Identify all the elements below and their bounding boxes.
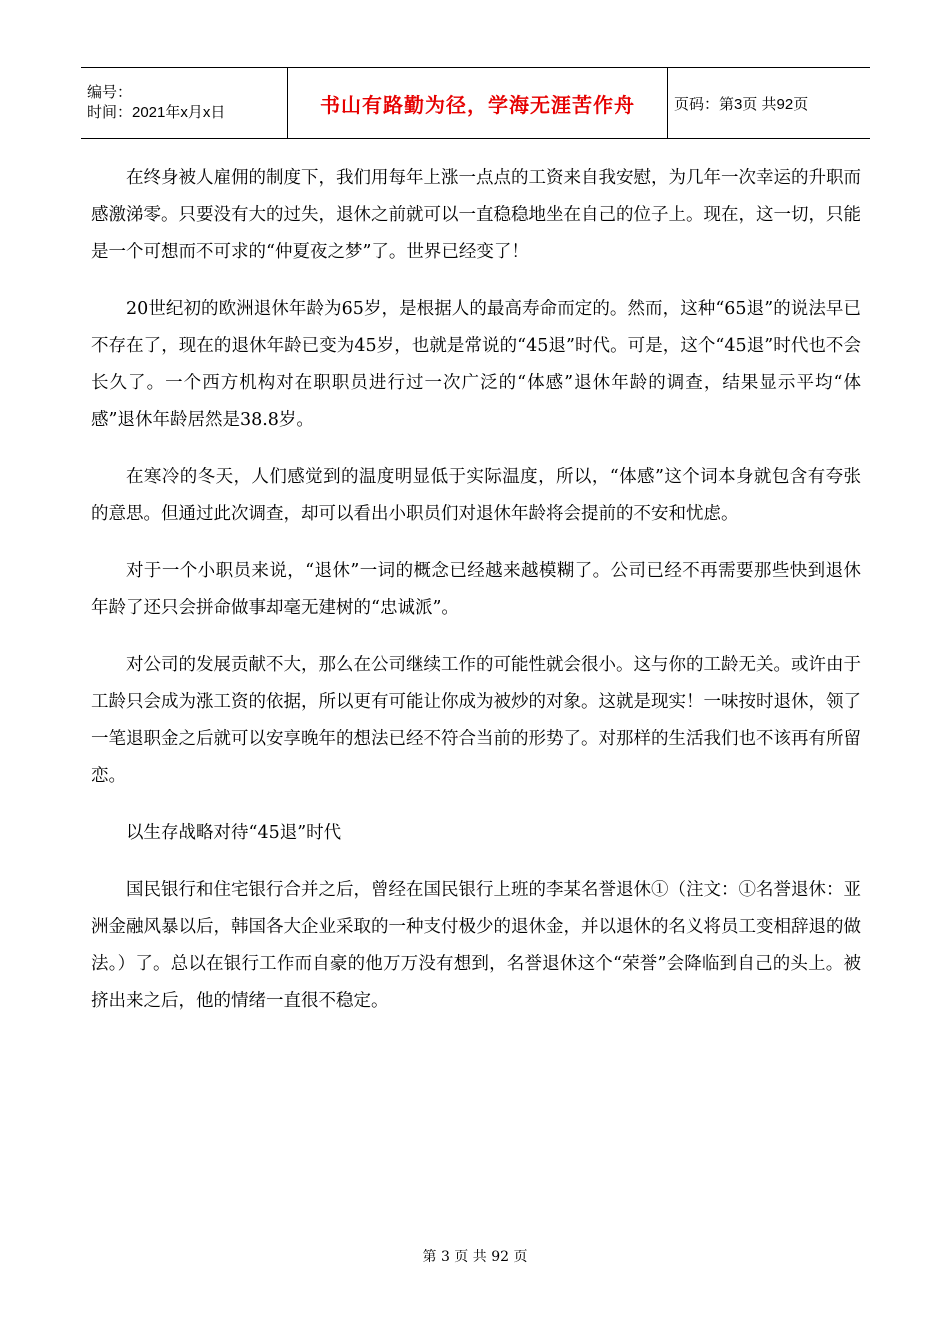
paragraph: 在终身被人雇佣的制度下，我们用每年上涨一点点的工资来自我安慰，为几年一次幸运的升职而感激涕零。只要没有大的过失，退休之前就可以一直稳稳地坐在自己的位子上。现在，这一切，只能是一个可想而不可求的“仲夏夜之梦”了。世界已经变了！ [91,168,861,262]
header-page-info: 页码：第3页 共92页 [674,95,809,113]
paragraph: 在寒冷的冬天，人们感觉到的温度明显低于实际温度，所以，“体感”这个词本身就包含有夸张的意思。但通过此次调查，却可以看出小职员们对退休年龄将会提前的不安和忧虑。 [91,467,861,524]
header-motto-cell [288,68,668,138]
paragraph: 对于一个小职员来说，“退休”一词的概念已经越来越模糊了。公司已经不再需要那些快到退休年龄了还只会拼命做事却毫无建树的“忠诚派”。 [91,561,861,618]
paragraph: 国民银行和住宅银行合并之后，曾经在国民银行上班的李某名誉退休①（注文：①名誉退休：亚洲金融风暴以后，韩国各大企业采取的一种支付极少的退休金，并以退休的名义将员工变相辞退的做法。）了。总以在银行工作而自豪的他万万没有想到，名誉退休这个“荣誉”会降临到自己的头上。被挤出来之后，他的情绪一直很不稳定。 [91,880,861,1011]
header-motto: 书山有路勤为径，学海无涯苦作舟 [320,92,635,117]
header-meta [81,68,288,138]
paragraph: 20世纪初的欧洲退休年龄为65岁，是根据人的最高寿命而定的。然而，这种“65退”的说法早已不存在了，现在的退休年龄已变为45岁，也就是常说的“45退”时代。可是，这个“45退”时代也不会长久了。一个西方机构对在职职员进行过一次广泛的“体感”退休年龄的调查，结果显示平均“体感”退休年龄居然是38.8岁。 [91,299,861,430]
section-heading: 以生存战略对待“45退”时代 [126,823,342,843]
header-number-label: 编号： [87,84,133,101]
document-body [91,160,861,1040]
page-footer: 第 3 页 共 92 页 [422,1249,528,1265]
paragraph: 对公司的发展贡献不大，那么在公司继续工作的可能性就会很小。这与你的工龄无关。或许由于工龄只会成为涨工资的依据，所以更有可能让你成为被炒的对象。这就是现实！一味按时退休，领了一笔退职金之后就可以安享晚年的想法已经不符合当前的形势了。对那样的生活我们也不该再有所留恋。 [91,655,861,786]
page-header [81,67,870,139]
header-date: 时间：2021年x月x日 [87,104,226,121]
header-page-cell [668,68,870,138]
